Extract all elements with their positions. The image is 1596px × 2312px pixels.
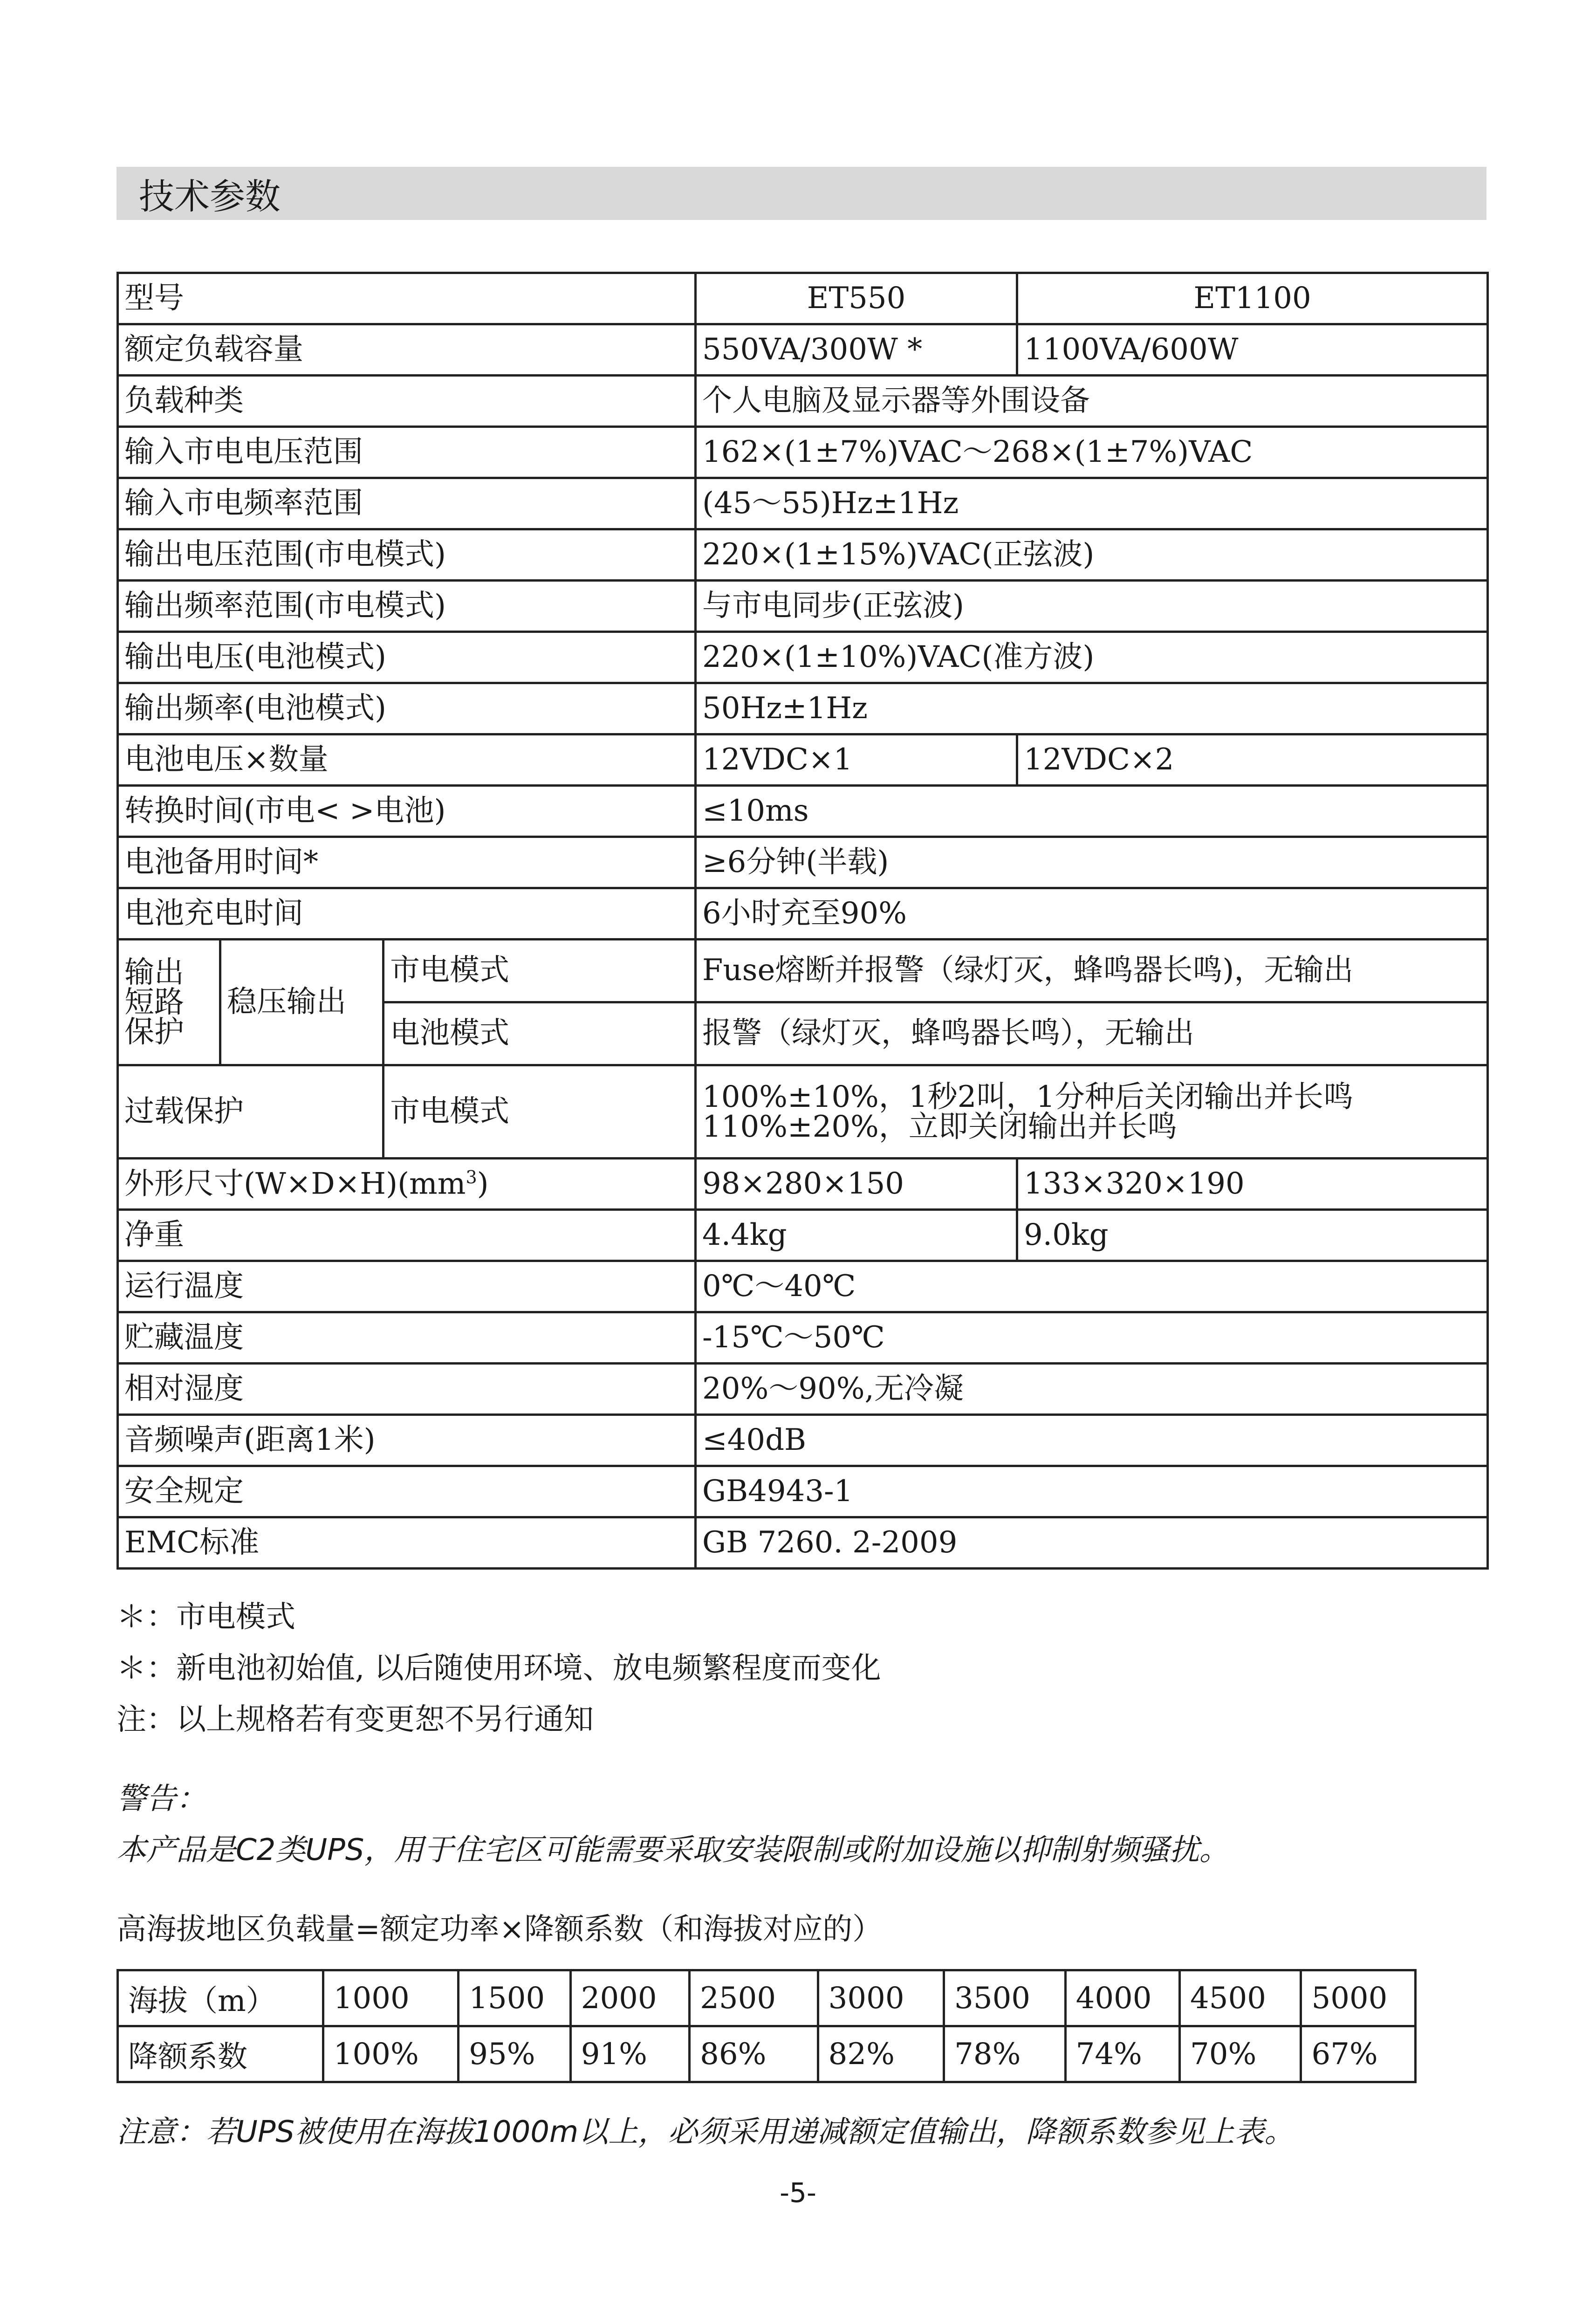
altitude-cell: 3000 [818, 1970, 944, 2026]
dimensions-label-main: 外形尺寸(W×D×H)(mm [124, 1166, 466, 1201]
altitude-cell: 3500 [944, 1970, 1065, 2026]
humidity-value: 20%～90%,无冷凝 [696, 1364, 1488, 1415]
altitude-cell: 4500 [1180, 1970, 1301, 2026]
spec-row-output-freq-battery [118, 683, 1488, 734]
rated-capacity-label: 额定负载容量 [118, 324, 696, 376]
short-circuit-label: 输出短路保护 [118, 940, 220, 1065]
spec-row-storage-temp [118, 1312, 1488, 1364]
altitude-row [118, 1970, 1416, 2026]
spec-row-short-circuit-mains [118, 940, 1488, 1002]
noise-label: 音频噪声(距离1米) [118, 1415, 696, 1466]
short-circuit-battery-value: 报警（绿灯灭，蜂鸣器长鸣），无输出 [696, 1002, 1488, 1065]
spec-row-output-voltage-battery [118, 632, 1488, 683]
model-b-name: ET1100 [1017, 273, 1488, 324]
output-freq-battery-value: 50Hz±1Hz [696, 683, 1488, 734]
altitude-cell: 2500 [690, 1970, 818, 2026]
short-circuit-battery-label: 电池模式 [384, 1002, 696, 1065]
attention-note: 注意：若UPS被使用在海拔1000m以上，必须采用递减额定值输出，降额系数参见上表。 [116, 2115, 1295, 2149]
input-voltage-value: 162×(1±7%)VAC～268×(1±7%)VAC [696, 427, 1488, 478]
safety-value: GB4943-1 [696, 1466, 1488, 1517]
spec-row-rated-capacity [118, 324, 1488, 376]
warning-block [116, 1773, 1486, 1876]
spec-row-noise [118, 1415, 1488, 1466]
spec-row-input-voltage [118, 427, 1488, 478]
derating-cell: 91% [570, 2026, 689, 2082]
spec-row-output-voltage-mains [118, 529, 1488, 581]
battery-voltage-label: 电池电压×数量 [118, 734, 696, 786]
derating-cell: 78% [944, 2026, 1065, 2082]
emc-label: EMC标准 [118, 1517, 696, 1569]
rated-capacity-b: 1100VA/600W [1017, 324, 1488, 376]
derating-cell: 95% [459, 2026, 570, 2082]
altitude-cell: 5000 [1301, 1970, 1416, 2026]
dimensions-b: 133×320×190 [1017, 1159, 1488, 1210]
altitude-caption: 高海拔地区负载量=额定功率×降额系数（和海拔对应的） [116, 1912, 883, 1947]
altitude-cell: 1500 [459, 1970, 570, 2026]
section-title: 技术参数 [116, 167, 1486, 220]
net-weight-label: 净重 [118, 1210, 696, 1261]
altitude-table [116, 1969, 1417, 2083]
spec-row-model [118, 273, 1488, 324]
dimensions-label [118, 1159, 696, 1210]
input-freq-value: (45～55)Hz±1Hz [696, 478, 1488, 529]
spec-row-charge-time [118, 888, 1488, 940]
spec-row-backup-time [118, 837, 1488, 888]
spec-row-humidity [118, 1364, 1488, 1415]
short-circuit-mains-value: Fuse熔断并报警（绿灯灭，蜂鸣器长鸣)，无输出 [696, 940, 1488, 1002]
footnotes [116, 1592, 1486, 1745]
charge-time-label: 电池充电时间 [118, 888, 696, 940]
altitude-cell: 2000 [570, 1970, 689, 2026]
load-type-value: 个人电脑及显示器等外围设备 [696, 376, 1488, 427]
storage-temp-value: -15℃～50℃ [696, 1312, 1488, 1364]
altitude-cell: 1000 [323, 1970, 459, 2026]
output-freq-battery-label: 输出频率(电池模式) [118, 683, 696, 734]
overload-label: 过载保护 [118, 1065, 384, 1159]
battery-voltage-a: 12VDC×1 [696, 734, 1017, 786]
dimensions-label-sup: 3 [466, 1166, 477, 1187]
dimensions-label-end: ) [477, 1166, 489, 1201]
humidity-label: 相对湿度 [118, 1364, 696, 1415]
footnote-1: ＊：市电模式 [116, 1600, 295, 1634]
warning-text: 本产品是C2类UPS，用于住宅区可能需要采取安装限制或附加设施以抑制射频骚扰。 [116, 1833, 1229, 1867]
derating-cell: 67% [1301, 2026, 1416, 2082]
overload-line-2: 110%±20%，立即关闭输出并长鸣 [702, 1109, 1177, 1144]
warning-heading: 警告： [116, 1782, 206, 1816]
output-voltage-battery-value: 220×(1±10%)VAC(准方波) [696, 632, 1488, 683]
spec-row-transfer-time [118, 786, 1488, 837]
rated-capacity-a: 550VA/300W * [696, 324, 1017, 376]
spec-row-safety [118, 1466, 1488, 1517]
emc-value: GB 7260. 2-2009 [696, 1517, 1488, 1569]
short-circuit-mains-label: 市电模式 [384, 940, 696, 1002]
spec-row-net-weight [118, 1210, 1488, 1261]
derating-row-label: 降额系数 [118, 2026, 323, 2082]
operating-temp-value: 0℃～40℃ [696, 1261, 1488, 1312]
spec-row-operating-temp [118, 1261, 1488, 1312]
charge-time-value: 6小时充至90% [696, 888, 1488, 940]
spec-row-input-freq [118, 478, 1488, 529]
net-weight-a: 4.4kg [696, 1210, 1017, 1261]
spec-row-output-freq-mains [118, 581, 1488, 632]
operating-temp-label: 运行温度 [118, 1261, 696, 1312]
overload-mode-label: 市电模式 [384, 1065, 696, 1159]
safety-label: 安全规定 [118, 1466, 696, 1517]
footnote-2: ＊：新电池初始值, 以后随使用环境、放电频繁程度而变化 [116, 1651, 881, 1686]
derating-row [118, 2026, 1416, 2082]
derating-cell: 86% [690, 2026, 818, 2082]
transfer-time-label: 转换时间(市电< >电池) [118, 786, 696, 837]
backup-time-label: 电池备用时间* [118, 837, 696, 888]
load-type-label: 负载种类 [118, 376, 696, 427]
net-weight-b: 9.0kg [1017, 1210, 1488, 1261]
output-freq-mains-label: 输出频率范围(市电模式) [118, 581, 696, 632]
spec-table [116, 272, 1489, 1570]
spec-row-overload [118, 1065, 1488, 1159]
output-freq-mains-value: 与市电同步(正弦波) [696, 581, 1488, 632]
input-freq-label: 输入市电频率范围 [118, 478, 696, 529]
footnote-3: 注：以上规格若有变更恕不另行通知 [116, 1702, 594, 1737]
input-voltage-label: 输入市电电压范围 [118, 427, 696, 478]
derating-cell: 74% [1065, 2026, 1179, 2082]
output-voltage-mains-label: 输出电压范围(市电模式) [118, 529, 696, 581]
model-a-name: ET550 [696, 273, 1017, 324]
output-voltage-battery-label: 输出电压(电池模式) [118, 632, 696, 683]
overload-value [696, 1065, 1488, 1159]
overload-line-1: 100%±10%，1秒2叫，1分种后关闭输出并长鸣 [702, 1079, 1354, 1114]
output-voltage-mains-value: 220×(1±15%)VAC(正弦波) [696, 529, 1488, 581]
derating-cell: 82% [818, 2026, 944, 2082]
derating-cell: 70% [1180, 2026, 1301, 2082]
noise-value: ≤40dB [696, 1415, 1488, 1466]
altitude-row-label: 海拔（m） [118, 1970, 323, 2026]
altitude-cell: 4000 [1065, 1970, 1179, 2026]
model-label: 型号 [118, 273, 696, 324]
backup-time-value: ≥6分钟(半载) [696, 837, 1488, 888]
spec-row-battery-voltage [118, 734, 1488, 786]
derating-cell: 100% [323, 2026, 459, 2082]
spec-row-dimensions [118, 1159, 1488, 1210]
spec-row-emc [118, 1517, 1488, 1569]
storage-temp-label: 贮藏温度 [118, 1312, 696, 1364]
transfer-time-value: ≤10ms [696, 786, 1488, 837]
page-number: -5- [780, 2177, 816, 2209]
battery-voltage-b: 12VDC×2 [1017, 734, 1488, 786]
dimensions-a: 98×280×150 [696, 1159, 1017, 1210]
spec-row-load-type [118, 376, 1488, 427]
short-circuit-sub-label: 稳压输出 [220, 940, 384, 1065]
